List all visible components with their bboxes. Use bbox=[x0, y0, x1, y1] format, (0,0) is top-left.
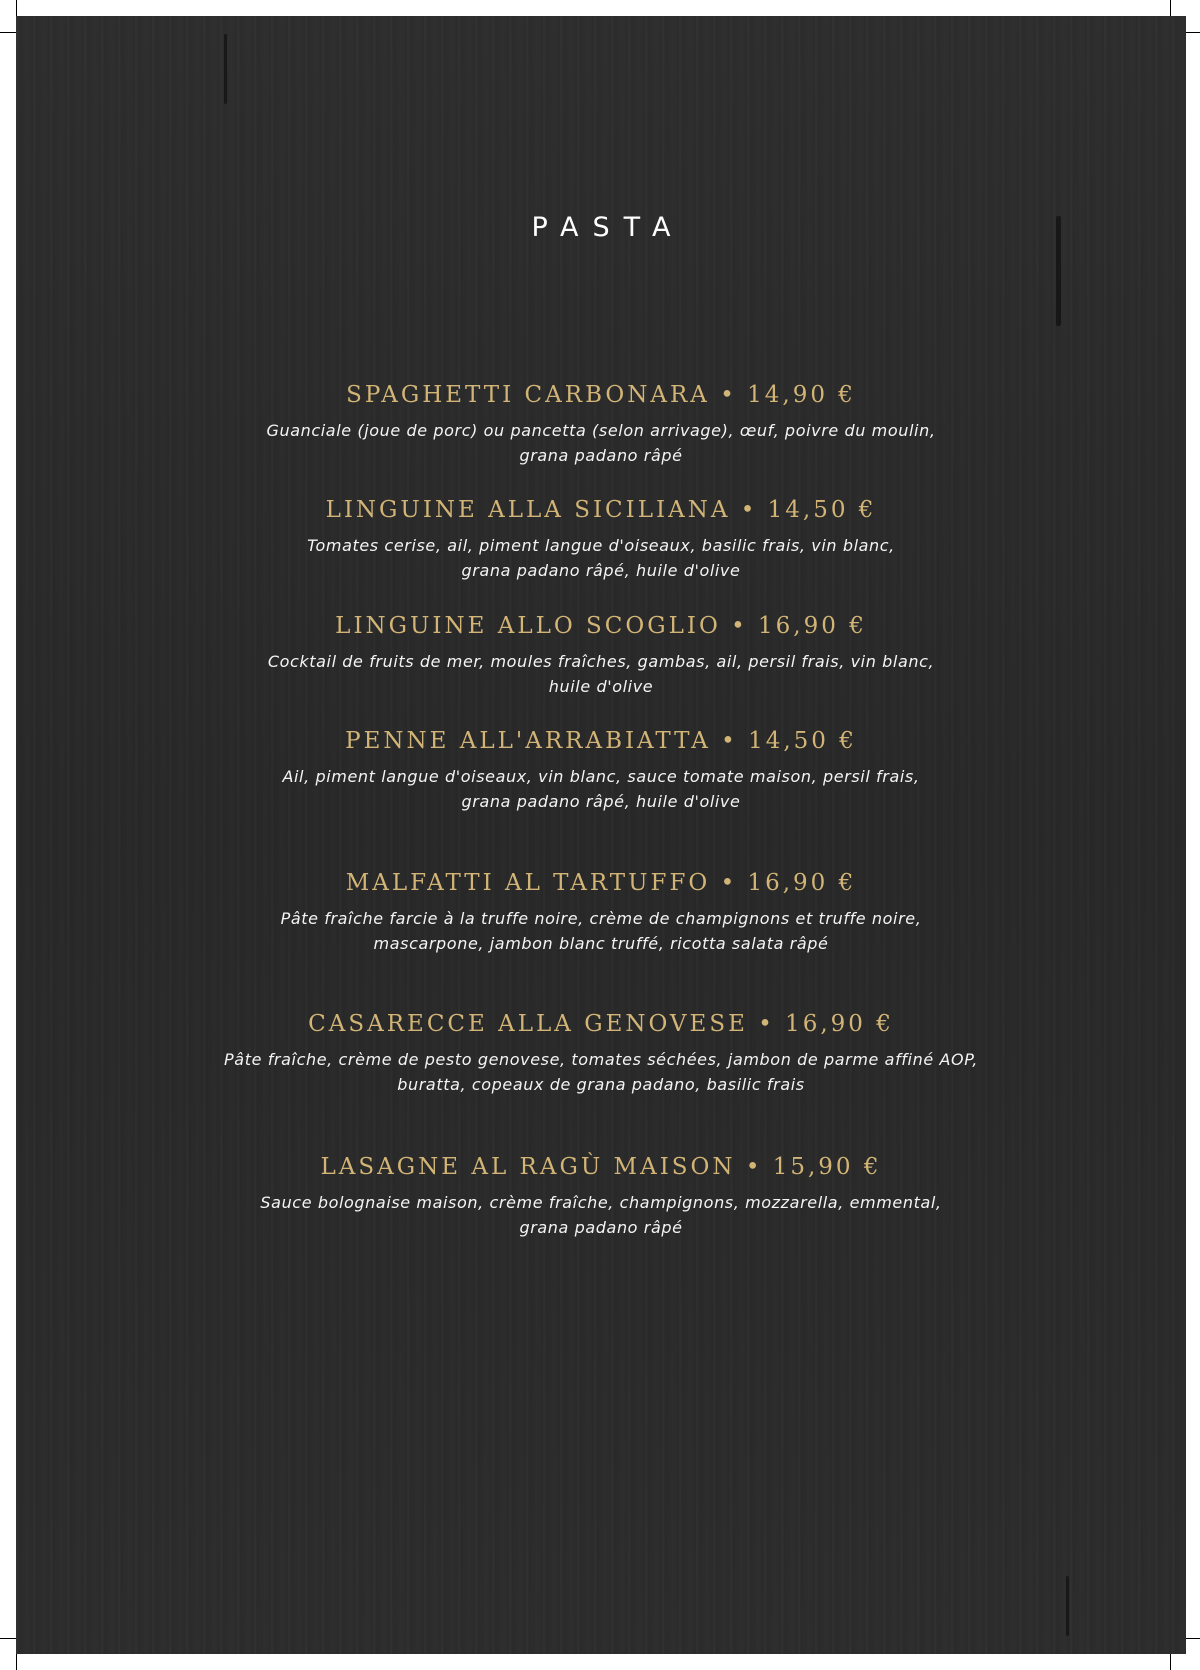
item-name: MALFATTI AL TARTUFFO • 16,90 € bbox=[345, 870, 857, 896]
item-description bbox=[16, 1047, 1186, 1097]
item-description-line: Tomates cerise, ail, piment langue d'oiseaux, basilic frais, vin blanc, bbox=[307, 536, 895, 555]
crop-mark bbox=[1170, 1654, 1171, 1670]
item-description bbox=[16, 418, 1186, 468]
item-description-line: Pâte fraîche, crème de pesto genovese, tomates séchées, jambon de parme affiné AOP, bbox=[224, 1050, 978, 1069]
crop-mark bbox=[16, 1654, 17, 1670]
item-name: CASARECCE ALLA GENOVESE • 16,90 € bbox=[308, 1011, 894, 1037]
crop-mark bbox=[1184, 32, 1200, 33]
item-description-line: mascarpone, jambon blanc truffé, ricotta salata râpé bbox=[373, 934, 829, 953]
menu-item bbox=[16, 611, 1186, 699]
crop-mark bbox=[1184, 1638, 1200, 1639]
menu-item bbox=[16, 868, 1186, 956]
item-description bbox=[16, 1190, 1186, 1240]
item-description bbox=[16, 906, 1186, 956]
item-description-line: buratta, copeaux de grana padano, basilic frais bbox=[397, 1075, 805, 1094]
menu-item bbox=[16, 380, 1186, 468]
menu-item bbox=[16, 726, 1186, 814]
texture-streak bbox=[1066, 1576, 1069, 1636]
menu-page bbox=[16, 16, 1186, 1654]
item-description bbox=[16, 533, 1186, 583]
crop-mark bbox=[1170, 0, 1171, 16]
item-name: PENNE ALL'ARRABIATTA • 14,50 € bbox=[345, 728, 857, 754]
item-name: LINGUINE ALLA SICILIANA • 14,50 € bbox=[325, 497, 877, 523]
menu-item bbox=[16, 1009, 1186, 1097]
item-description-line: grana padano râpé bbox=[519, 446, 683, 465]
item-description-line: grana padano râpé, huile d'olive bbox=[461, 792, 741, 811]
menu-item bbox=[16, 495, 1186, 583]
item-name: LINGUINE ALLO SCOGLIO • 16,90 € bbox=[335, 613, 867, 639]
item-description-line: Ail, piment langue d'oiseaux, vin blanc, sauce tomate maison, persil frais, bbox=[282, 767, 920, 786]
item-description bbox=[16, 764, 1186, 814]
crop-mark bbox=[0, 1638, 16, 1639]
item-description-line: grana padano râpé, huile d'olive bbox=[461, 561, 741, 580]
item-name: SPAGHETTI CARBONARA • 14,90 € bbox=[346, 382, 856, 408]
texture-streak bbox=[224, 34, 227, 104]
item-description-line: Guanciale (joue de porc) ou pancetta (selon arrivage), œuf, poivre du moulin, bbox=[266, 421, 936, 440]
item-description-line: Cocktail de fruits de mer, moules fraîches, gambas, ail, persil frais, vin blanc, bbox=[267, 652, 935, 671]
crop-mark bbox=[16, 0, 17, 16]
item-description-line: grana padano râpé bbox=[519, 1218, 683, 1237]
menu-item bbox=[16, 1152, 1186, 1240]
item-description bbox=[16, 649, 1186, 699]
item-description-line: huile d'olive bbox=[548, 677, 654, 696]
item-description-line: Pâte fraîche farcie à la truffe noire, crème de champignons et truffe noire, bbox=[280, 909, 922, 928]
item-description-line: Sauce bolognaise maison, crème fraîche, champignons, mozzarella, emmental, bbox=[260, 1193, 942, 1212]
crop-mark bbox=[0, 32, 16, 33]
section-title: PASTA bbox=[531, 212, 685, 243]
item-name: LASAGNE AL RAGÙ MAISON • 15,90 € bbox=[320, 1154, 882, 1180]
